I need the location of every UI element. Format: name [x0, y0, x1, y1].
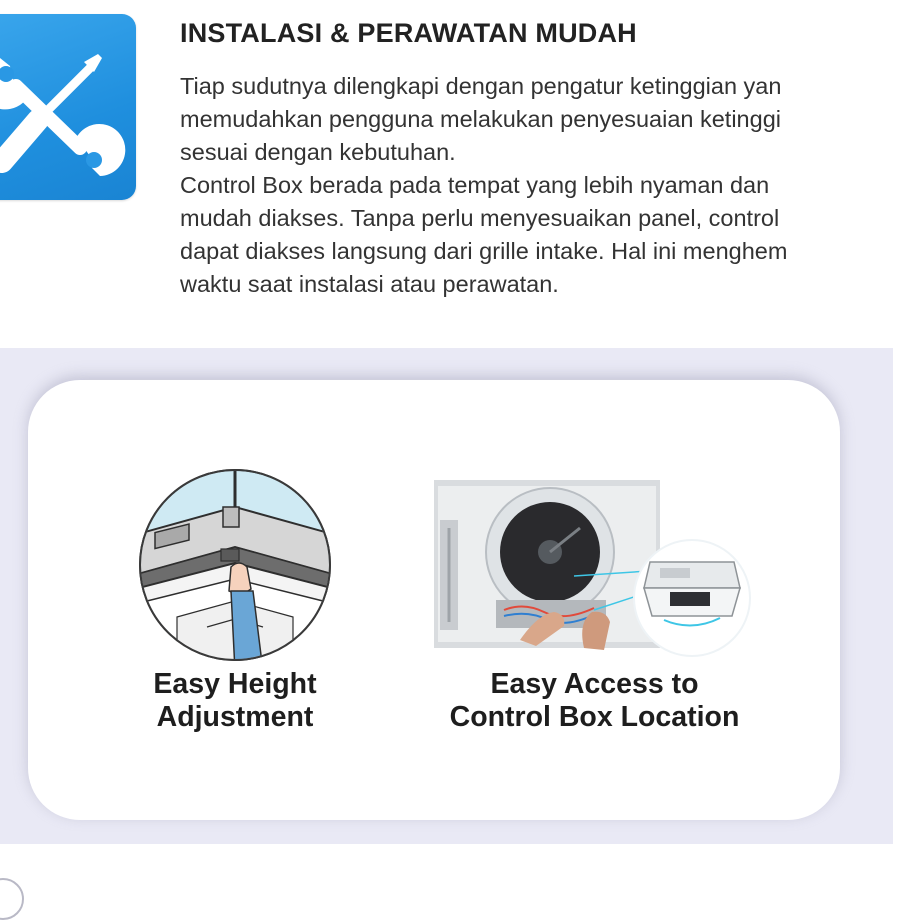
description-line: Tiap sudutnya dilengkapi dengan pengatur ketinggian yan: [180, 73, 782, 99]
description-line: memudahkan pengguna melakukan penyesuaian ketinggi: [180, 106, 781, 132]
caption-line: Control Box Location: [449, 701, 740, 733]
caption-line: Easy Height: [153, 668, 317, 700]
scroll-indicator: [0, 878, 24, 920]
caption-line: Easy Access to: [490, 668, 699, 700]
feature-caption-control-box: [432, 668, 757, 734]
section-heading: INSTALASI & PERAWATAN MUDAH: [180, 18, 637, 48]
control-box-access-photo: [434, 480, 756, 660]
section-description: [180, 70, 900, 301]
tools-badge: [0, 14, 136, 200]
description-line: mudah diakses. Tanpa perlu menyesuaikan panel, control: [180, 205, 780, 231]
description-line: sesuai dengan kebutuhan.: [180, 139, 456, 165]
ceiling-cassette-height-adjust-illustration: [137, 467, 333, 663]
description-line: waktu saat instalasi atau perawatan.: [180, 271, 559, 297]
wrench-screwdriver-icon: [0, 14, 136, 200]
description-line: Control Box berada pada tempat yang lebih nyaman dan: [180, 172, 770, 198]
caption-line: Adjustment: [156, 701, 314, 733]
feature-caption-height: [130, 668, 340, 734]
description-line: dapat diakses langsung dari grille intake. Hal ini menghem: [180, 238, 788, 264]
